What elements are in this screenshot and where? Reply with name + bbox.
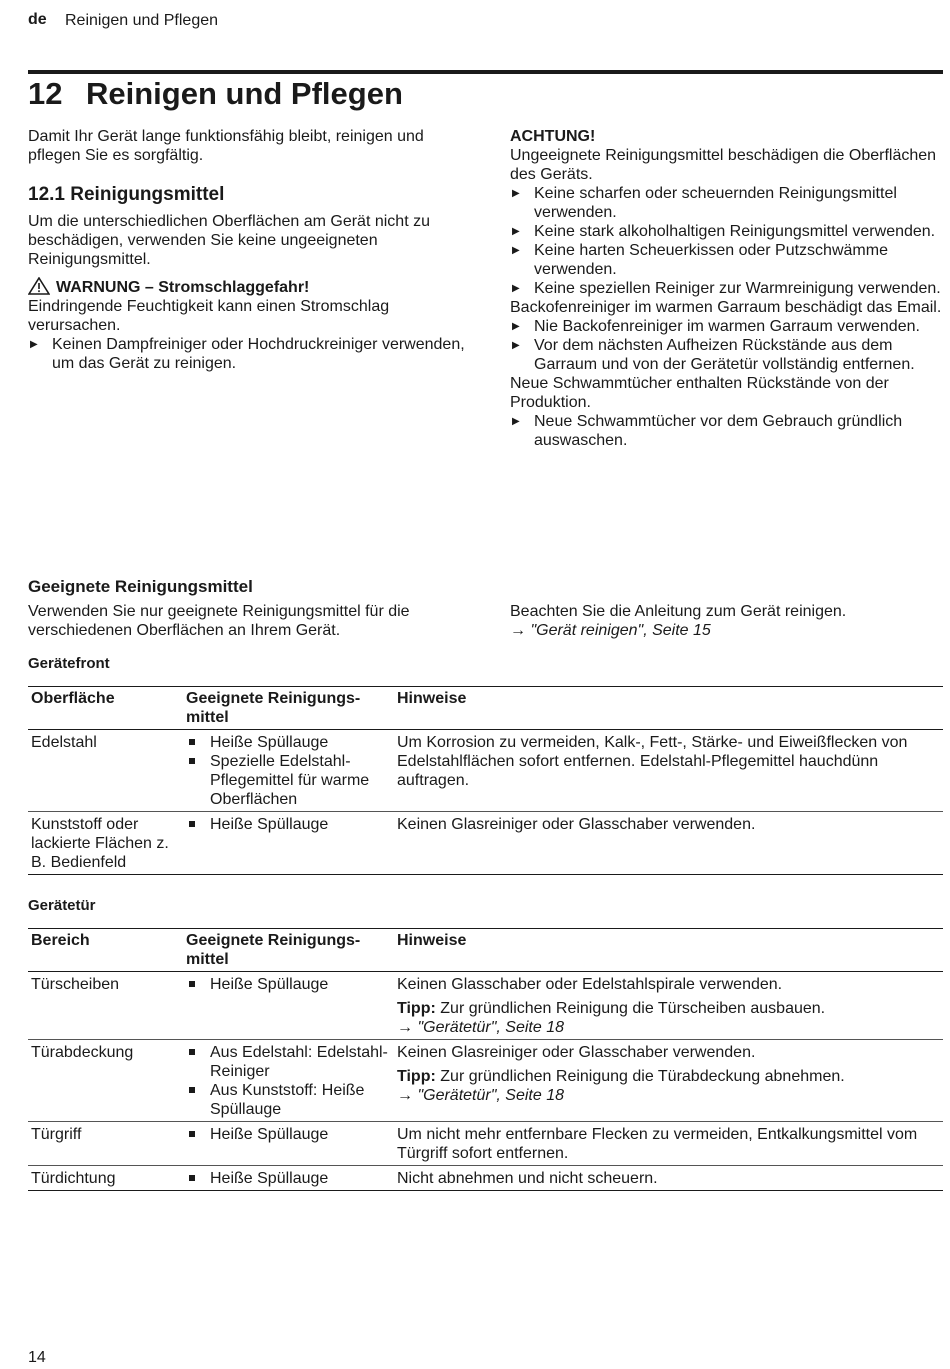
table-front: [28, 686, 943, 875]
column-header: Hinweise: [394, 929, 943, 972]
list-item: Heiße Spüllauge: [186, 975, 391, 994]
caution-list: [510, 184, 942, 298]
table-cell: Um nicht mehr entfernbare Flecken zu vermeiden, Entkalkungsmittel vom Türgriff sofort entfernen.: [394, 1122, 943, 1166]
table-cell: Türscheiben: [28, 972, 183, 1040]
list-item: Heiße Spüllauge: [186, 733, 391, 752]
warning-text: Eindringende Feuchtigkeit kann einen Stromschlag verursachen.: [28, 298, 390, 334]
table-cell: Um Korrosion zu vermeiden, Kalk-, Fett-, Stärke- und Eiweißflecken von Edelstahlflächen sofort entfernen. Edelstahl-Pflegemittel hauchdünn auftragen.: [394, 730, 943, 812]
table-cell: [183, 1166, 394, 1191]
triangle-bullet-icon: ▶: [512, 188, 520, 199]
triangle-bullet-icon: ▶: [512, 226, 520, 237]
warning-title: WARNUNG – Stromschlaggefahr!: [56, 279, 310, 296]
warning-list: [28, 335, 468, 373]
table-cell: Türdichtung: [28, 1166, 183, 1191]
list-item: Aus Kunststoff: Heiße Spüllauge: [186, 1081, 391, 1119]
table-cell: [394, 972, 943, 1040]
xref-text[interactable]: "Gerätetür", Seite 18: [417, 1087, 564, 1104]
list-item: ▶ Keine harten Scheuerkissen oder Putzschwämme verwenden.: [512, 242, 888, 278]
suitable-heading: Geeignete Reinigungsmittel: [28, 577, 253, 596]
suitable-note-text: Beachten Sie die Anleitung zum Gerät reinigen.: [510, 603, 847, 620]
page-number: 14: [28, 1349, 46, 1366]
section-text: Um die unterschiedlichen Oberflächen am Gerät nicht zu beschädigen, verwenden Sie keine ungeeigneten Reinigungsmittel.: [28, 213, 430, 268]
list-item: ▶ Keine scharfen oder scheuernden Reinigungsmittel verwenden.: [512, 185, 897, 221]
square-bullet-icon: [189, 1087, 195, 1093]
column-header: Oberfläche: [28, 687, 183, 730]
square-bullet-icon: [189, 821, 195, 827]
table-row: [28, 812, 943, 875]
table-row: [28, 972, 943, 1040]
table-cell: [183, 730, 394, 812]
table-row: [28, 730, 943, 812]
square-bullet-icon: [189, 981, 195, 987]
note-text: Keinen Glasreiniger oder Glasschaber verwenden.: [397, 1044, 756, 1061]
xref-text[interactable]: "Gerätetür", Seite 18: [417, 1019, 564, 1036]
table-heading-front: Gerätefront: [28, 655, 110, 672]
column-header: Hinweise: [394, 687, 943, 730]
triangle-bullet-icon: ▶: [512, 416, 520, 427]
table-cell: Keinen Glasreiniger oder Glasschaber verwenden.: [394, 812, 943, 875]
table-row: [28, 1122, 943, 1166]
chapter-title-text: Reinigen und Pflegen: [86, 76, 403, 111]
list-item: ▶ Nie Backofenreiniger im warmen Garraum verwenden.: [512, 318, 920, 335]
table-cell: Türabdeckung: [28, 1040, 183, 1122]
intro-text: Damit Ihr Gerät lange funktionsfähig bleibt, reinigen und pflegen Sie es sorgfältig.: [28, 128, 424, 164]
square-bullet-icon: [189, 1175, 195, 1181]
xref-link[interactable]: [397, 1018, 940, 1037]
warning-heading: [28, 277, 468, 297]
header-language: de: [28, 11, 47, 28]
suitable-text: Verwenden Sie nur geeignete Reinigungsmittel für die verschiedenen Oberflächen an Ihrem Gerät.: [28, 603, 410, 639]
table-cell: Türgriff: [28, 1122, 183, 1166]
table-header-row: [28, 929, 943, 972]
square-bullet-icon: [189, 758, 195, 764]
warning-triangle-icon: [28, 277, 50, 295]
arrow-right-icon: →: [397, 1087, 413, 1104]
caution-list: [510, 317, 942, 374]
caution-title: ACHTUNG!: [510, 128, 596, 145]
table-cell: [394, 1040, 943, 1122]
list-item: Heiße Spüllauge: [186, 1169, 391, 1188]
square-bullet-icon: [189, 1049, 195, 1055]
table-heading-door: Gerätetür: [28, 897, 96, 914]
list-item: Aus Edelstahl: Edelstahl-Reiniger: [186, 1043, 391, 1081]
xref-link[interactable]: [397, 1086, 940, 1105]
section-heading: [28, 185, 468, 204]
section-number: 12.1: [28, 184, 65, 205]
list-item: Heiße Spüllauge: [186, 815, 391, 834]
chapter-number: 12: [28, 76, 63, 111]
note-text: Keinen Glasschaber oder Edelstahlspirale verwenden.: [397, 976, 783, 993]
triangle-bullet-icon: ▶: [512, 321, 520, 332]
triangle-bullet-icon: ▶: [512, 340, 520, 351]
column-header: Geeignete Reinigungs- mittel: [183, 687, 394, 730]
list-item: Heiße Spüllauge: [186, 1125, 391, 1144]
header-rule: [28, 70, 943, 74]
suitable-note: [510, 602, 942, 640]
square-bullet-icon: [189, 739, 195, 745]
table-row: [28, 1040, 943, 1122]
header-title: Reinigen und Pflegen: [65, 12, 219, 29]
section-title: Reinigungsmittel: [70, 184, 225, 205]
list-item: ▶ Keine speziellen Reiniger zur Warmreinigung verwenden.: [512, 280, 941, 297]
square-bullet-icon: [189, 1131, 195, 1137]
chapter-title: [28, 76, 403, 112]
caution-text: Backofenreiniger im warmen Garraum beschädigt das Email.: [510, 299, 942, 316]
xref-link[interactable]: [510, 621, 942, 640]
list-item: ▶ Keine stark alkoholhaltigen Reinigungsmittel verwenden.: [512, 223, 936, 240]
arrow-right-icon: →: [397, 1019, 413, 1036]
table-cell: [183, 1040, 394, 1122]
table-cell: Edelstahl: [28, 730, 183, 812]
caution-text: Neue Schwammtücher enthalten Rückstände von der Produktion.: [510, 375, 889, 411]
caution-list: [510, 412, 942, 450]
list-item: ▶ Keinen Dampfreiniger oder Hochdruckreiniger verwenden, um das Gerät zu reinigen.: [30, 336, 465, 372]
table-cell: [183, 972, 394, 1040]
table-header-row: [28, 687, 943, 730]
xref-text[interactable]: "Gerät reinigen", Seite 15: [530, 622, 711, 639]
right-column: [510, 127, 942, 450]
caution-text: Ungeeignete Reinigungsmittel beschädigen die Oberflächen des Geräts.: [510, 147, 937, 183]
tip-text: Tipp: Zur gründlichen Reinigung die Türabdeckung abnehmen.: [397, 1068, 845, 1085]
table-cell: [183, 1122, 394, 1166]
arrow-right-icon: →: [510, 622, 526, 639]
column-header: Bereich: [28, 929, 183, 972]
tip-text: Tipp: Zur gründlichen Reinigung die Türscheiben ausbauen.: [397, 1000, 826, 1017]
triangle-bullet-icon: ▶: [512, 283, 520, 294]
table-row: [28, 1166, 943, 1191]
table-door: [28, 928, 943, 1191]
left-column: [28, 127, 468, 373]
triangle-bullet-icon: ▶: [512, 245, 520, 256]
list-item: Spezielle Edelstahl-Pflegemittel für warme Oberflächen: [186, 752, 391, 809]
table-cell: Nicht abnehmen und nicht scheuern.: [394, 1166, 943, 1191]
table-cell: Kunststoff oder lackierte Flächen z. B. Bedienfeld: [28, 812, 183, 875]
table-cell: [183, 812, 394, 875]
triangle-bullet-icon: ▶: [30, 339, 38, 350]
list-item: ▶ Vor dem nächsten Aufheizen Rückstände aus dem Garraum und von der Gerätetür vollständig entfernen.: [512, 337, 915, 373]
column-header: Geeignete Reinigungs- mittel: [183, 929, 394, 972]
list-item: ▶ Neue Schwammtücher vor dem Gebrauch gründlich auswaschen.: [512, 413, 903, 449]
